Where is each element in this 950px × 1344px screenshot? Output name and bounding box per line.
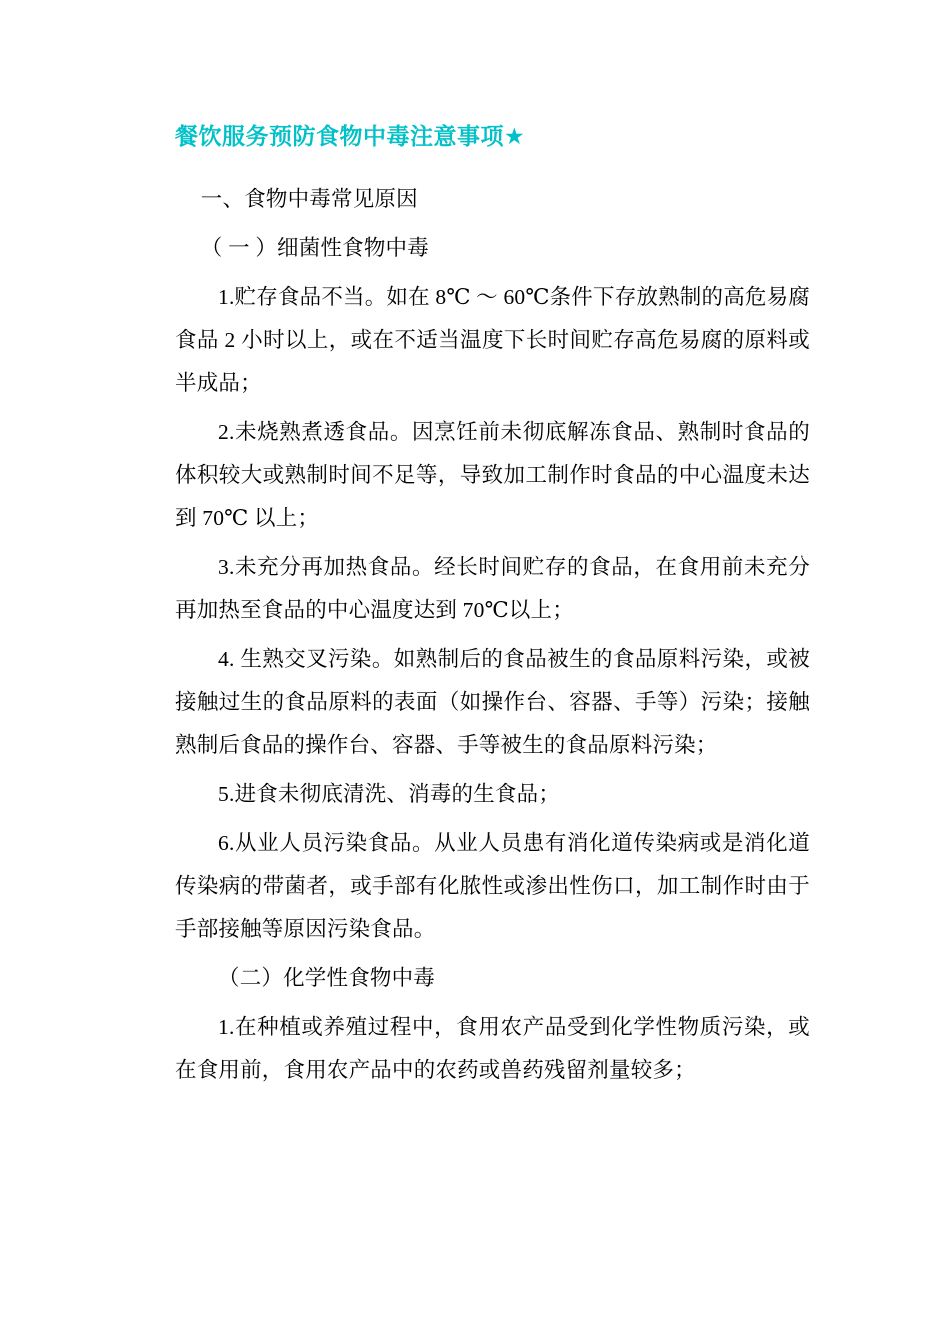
list-item-bacterial-3: 3.未充分再加热食品。经长时间贮存的食品，在食用前未充分再加热至食品的中心温度达到 70℃以上； [175, 555, 810, 623]
subsection-heading-1-2: （二）化学性食物中毒 [218, 966, 436, 991]
list-item-bacterial-1: 1.贮存食品不当。如在 8℃ ～ 60℃条件下存放熟制的高危易腐食品 2 小时以上，或在不适当温度下长时间贮存高危易腐的原料或半成品； [175, 285, 811, 396]
section-heading-1: 一、食物中毒常见原因 [200, 187, 418, 212]
list-item-chemical-1: 1.在种植或养殖过程中，食用农产品受到化学性物质污染，或在食用前，食用农产品中的农药或兽药残留剂量较多； [175, 1015, 810, 1083]
list-item-bacterial-2: 2.未烧熟煮透食品。因烹饪前未彻底解冻食品、熟制时食品的体积较大或熟制时间不足等，导致加工制作时食品的中心温度未达到 70℃ 以上； [175, 420, 810, 531]
page-title: 餐饮服务预防食物中毒注意事项★ [175, 123, 526, 149]
list-item-bacterial-4: 4. 生熟交叉污染。如熟制后的食品被生的食品原料污染，或被接触过生的食品原料的表面（如操作台、容器、手等）污染；接触熟制后食品的操作台、容器、手等被生的食品原料污染； [175, 647, 810, 758]
subsection-heading-1-1: （ 一 ）细菌性食物中毒 [200, 236, 429, 261]
list-item-bacterial-5: 5.进食未彻底清洗、消毒的生食品； [218, 782, 561, 807]
list-item-bacterial-6: 6.从业人员污染食品。从业人员患有消化道传染病或是消化道传染病的带菌者，或手部有化脓性或渗出性伤口，加工制作时由于手部接触等原因污染食品。 [175, 831, 810, 942]
